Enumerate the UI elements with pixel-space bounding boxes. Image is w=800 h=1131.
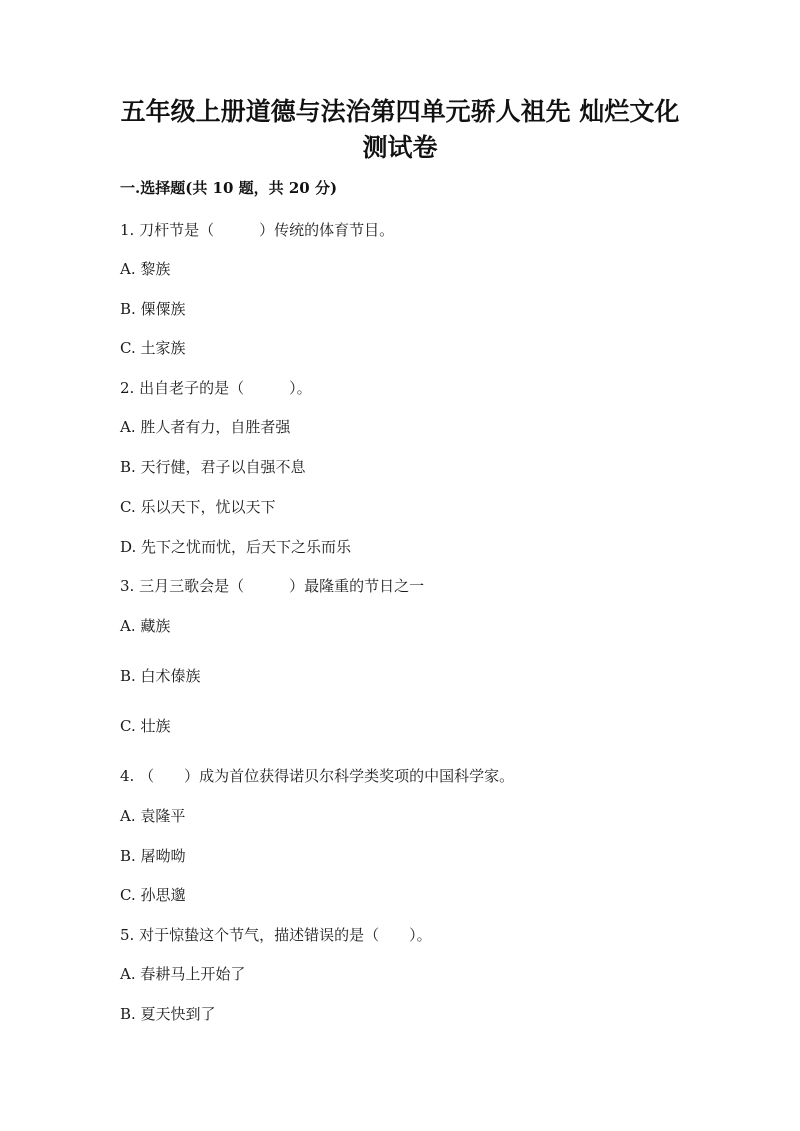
question-5-option-b: B. 夏天快到了 xyxy=(120,1005,216,1023)
section-heading: 一.选择题(共 10 题，共 20 分) xyxy=(120,179,338,197)
question-4-stem: 4. （ ）成为首位获得诺贝尔科学类奖项的中国科学家。 xyxy=(120,767,515,785)
question-1-option-a: A. 黎族 xyxy=(120,260,171,278)
question-2-stem: 2. 出自老子的是（ ）。 xyxy=(120,379,312,397)
question-2-option-b: B. 天行健，君子以自强不息 xyxy=(120,458,306,476)
question-5-option-a: A. 春耕马上开始了 xyxy=(120,965,246,983)
question-4-option-c: C. 孙思邈 xyxy=(120,886,186,904)
question-2-option-c: C. 乐以天下，忧以天下 xyxy=(120,498,276,516)
page-title: 五年级上册道德与法治第四单元骄人祖先 灿烂文化 xyxy=(120,97,680,126)
question-3-option-b: B. 白术傣族 xyxy=(120,667,201,685)
question-1-stem: 1. 刀杆节是（ ）传统的体育节目。 xyxy=(120,221,395,239)
page-title-continued: 测试卷 xyxy=(362,133,438,162)
question-2-option-a: A. 胜人者有力，自胜者强 xyxy=(120,418,291,436)
question-3-stem: 3. 三月三歌会是（ ）最隆重的节日之一 xyxy=(120,577,425,595)
question-1-option-c: C. 土家族 xyxy=(120,339,186,357)
question-4-option-a: A. 袁隆平 xyxy=(120,807,186,825)
question-4-option-b: B. 屠呦呦 xyxy=(120,847,186,865)
question-3-option-c: C. 壮族 xyxy=(120,717,171,735)
question-1-option-b: B. 傈僳族 xyxy=(120,300,186,318)
question-5-stem: 5. 对于惊蛰这个节气，描述错误的是（ ）。 xyxy=(120,926,432,944)
question-2-option-d: D. 先下之忧而忧，后天下之乐而乐 xyxy=(120,538,352,556)
question-3-option-a: A. 藏族 xyxy=(120,617,171,635)
